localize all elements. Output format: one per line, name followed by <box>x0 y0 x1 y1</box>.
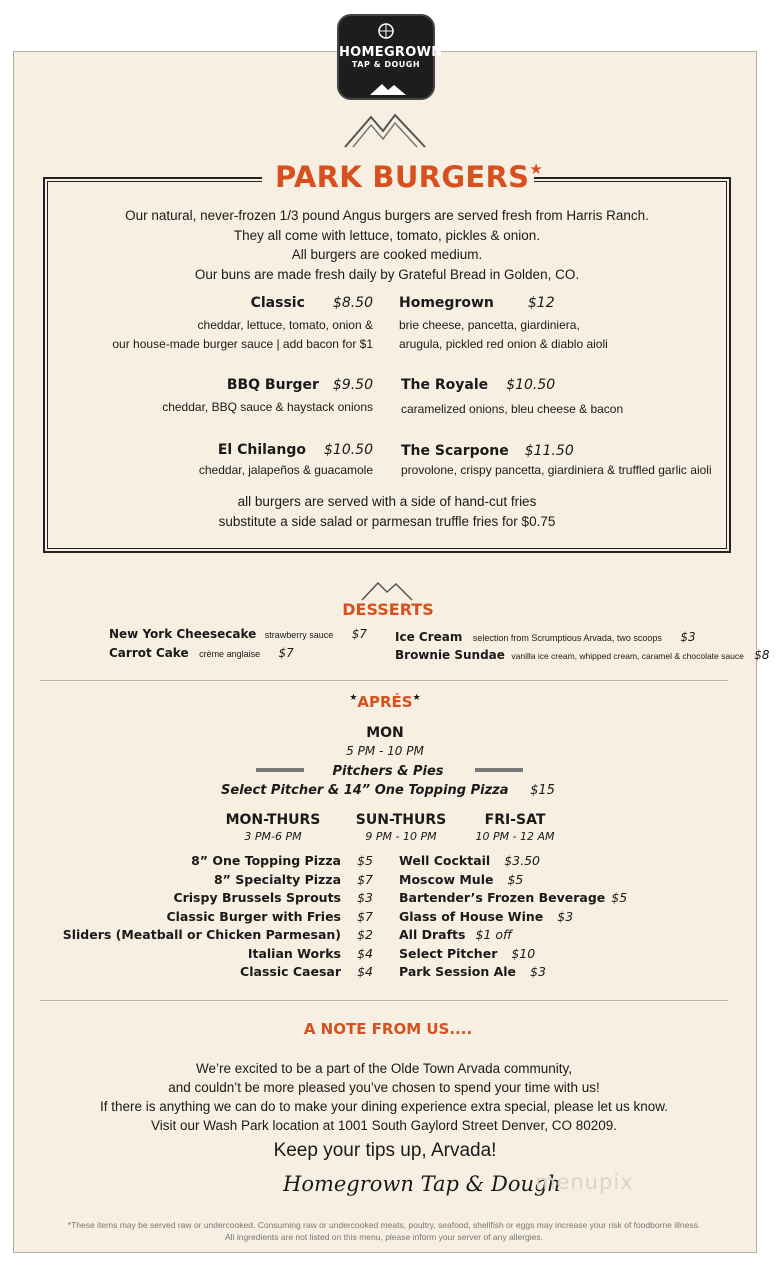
dessert-price: $3 <box>680 630 696 644</box>
logo-line1: HOMEGROWN <box>339 45 443 60</box>
item-desc: cheddar, lettuce, tomato, onion & <box>197 318 373 332</box>
drink-price: $10 <box>511 945 536 961</box>
col-label: FRI-SAT <box>484 812 546 828</box>
intro-line: All burgers are cooked medium. <box>291 247 483 262</box>
drink-item <box>399 963 739 982</box>
homegrown-logo <box>337 14 443 100</box>
drink-name: Bartender’s Frozen Beverage <box>399 890 606 905</box>
disclaimer-line: *These items may be served raw or undercooked. Consuming raw or undercooked meats, poultry, seafood, shellfish or eggs may increase your risk of foodborne illness. <box>67 1220 701 1230</box>
burgers-title <box>275 160 543 194</box>
drink-item <box>399 871 739 890</box>
logo-line2: TAP & DOUGH <box>351 60 421 69</box>
item-name: The Scarpone <box>401 443 509 459</box>
intro-line: They all come with lettuce, tomato, pickles & onion. <box>233 227 541 243</box>
dessert-name: Carrot Cake <box>109 646 189 660</box>
mon-deal-detail <box>0 782 776 798</box>
col-label: SUN-THURS <box>355 812 447 828</box>
dessert-name: Ice Cream <box>395 630 463 644</box>
item-desc: our house-made burger sauce | add bacon for $1 <box>112 337 373 351</box>
note-line: We’re excited to be a part of the Olde Town Arvada community, <box>196 1061 572 1076</box>
drink-item <box>399 926 739 945</box>
mon-label: MON <box>366 725 404 741</box>
item-desc: provolone, crispy pancetta, giardiniera & truffled garlic aioli <box>401 463 712 477</box>
food-price: $4 <box>357 964 373 979</box>
food-name: Classic Caesar <box>240 964 341 979</box>
food-item <box>60 908 373 927</box>
drink-name: Park Session Ale <box>399 964 517 979</box>
dessert-price: $8 <box>754 648 770 662</box>
item-price: $9.50 <box>332 377 373 393</box>
food-name: 8” Specialty Pizza <box>213 871 341 887</box>
drink-price: $3 <box>530 964 546 979</box>
food-name: Italian Works <box>247 945 341 961</box>
drink-item <box>399 852 739 871</box>
food-item <box>60 852 373 871</box>
burger-intro <box>47 206 727 284</box>
food-item <box>60 945 373 964</box>
apres-drink-list <box>399 852 739 982</box>
mon-time: 5 PM - 10 PM <box>346 744 424 758</box>
drink-name: Well Cocktail <box>399 853 491 868</box>
dessert-price: $7 <box>278 646 294 660</box>
item-price: $10.50 <box>506 377 556 393</box>
intro-line: Our natural, never-frozen 1/3 pound Angus burgers are served fresh from Harris Ranch. <box>125 208 649 223</box>
food-item <box>60 871 373 890</box>
mon-deal-title: Pitchers & Pies <box>332 764 444 779</box>
food-price: $5 <box>357 853 373 868</box>
drink-item <box>399 908 739 927</box>
burger-item-scarpone <box>401 441 731 480</box>
note-body <box>0 1059 768 1135</box>
item-desc: cheddar, jalapeños & guacamole <box>198 463 373 477</box>
item-price: $10.50 <box>324 442 373 458</box>
item-price: $12 <box>527 295 555 311</box>
dessert-name: Brownie Sundae <box>395 648 505 662</box>
food-price: $4 <box>357 945 373 961</box>
note-line: Visit our Wash Park location at 1001 South Gaylord Street Denver, CO 80209. <box>150 1118 617 1133</box>
apres-title <box>0 693 770 711</box>
mountain-outline-icon <box>343 111 427 149</box>
drink-price: $3.50 <box>504 853 541 868</box>
food-price: $3 <box>357 890 373 905</box>
watermark: menupix <box>535 1170 634 1194</box>
food-item <box>60 889 373 908</box>
dessert-note: selection from Scrumptious Arvada, two scoops <box>472 633 662 643</box>
mon-deal-text: Select Pitcher & 14” One Topping Pizza <box>221 783 509 798</box>
divider <box>40 680 728 681</box>
col-time: 9 PM - 10 PM <box>365 830 437 843</box>
item-price: $11.50 <box>524 443 574 459</box>
disclaimer <box>0 1219 768 1243</box>
note-tips: Keep your tips up, Arvada! <box>273 1140 497 1161</box>
dessert-brownie-sundae <box>395 646 770 664</box>
drink-name: Glass of House Wine <box>399 908 544 924</box>
note-line: and couldn’t be more pleased you’ve chosen to spend your time with us! <box>168 1080 600 1095</box>
item-desc: arugula, pickled red onion & diablo aioli <box>399 337 608 351</box>
drink-name: Select Pitcher <box>399 945 498 961</box>
signature: Homegrown Tap & Dough <box>283 1172 561 1196</box>
food-name: Sliders (Meatball or Chicken Parmesan) <box>62 927 341 942</box>
drink-price: $1 off <box>475 927 512 942</box>
food-price: $2 <box>357 927 373 942</box>
food-name: 8” One Topping Pizza <box>191 853 341 868</box>
col-time: 3 PM-6 PM <box>244 830 302 843</box>
burger-item-homegrown <box>399 293 729 354</box>
item-desc: cheddar, BBQ sauce & haystack onions <box>162 400 373 414</box>
divider <box>40 1000 728 1001</box>
footer-line: substitute a side salad or parmesan truffle fries for $0.75 <box>218 513 556 529</box>
drink-price: $3 <box>557 908 574 924</box>
note-title: A NOTE FROM US.... <box>303 1020 473 1038</box>
item-price: $8.50 <box>332 295 373 311</box>
star-icon: ★ <box>412 693 421 703</box>
star-icon: ★ <box>349 693 358 703</box>
dessert-carrot-cake <box>109 644 294 662</box>
dessert-note: strawberry sauce <box>264 630 334 640</box>
dessert-price: $7 <box>351 627 367 641</box>
mountain-small-icon <box>360 580 414 602</box>
food-item <box>60 963 373 982</box>
item-name: Homegrown <box>399 295 494 311</box>
food-name: Classic Burger with Fries <box>166 908 341 924</box>
item-desc: brie cheese, pancetta, giardiniera, <box>399 318 580 332</box>
burger-item-royale <box>401 375 731 419</box>
drink-name: Moscow Mule <box>399 871 494 887</box>
burger-item-el-chilango <box>90 440 373 480</box>
food-name: Crispy Brussels Sprouts <box>173 890 341 905</box>
note-line: If there is anything we can do to make your dining experience extra special, please let us know. <box>99 1099 669 1114</box>
mon-deal-price: $15 <box>530 783 555 798</box>
item-name: El Chilango <box>217 442 306 458</box>
footer-line: all burgers are served with a side of hand-cut fries <box>237 494 537 509</box>
burger-footer <box>47 492 727 531</box>
apres-title-text: APRÉS <box>357 693 413 711</box>
burgers-title-text: PARK BURGERS <box>275 160 530 194</box>
drink-item <box>399 945 739 964</box>
mountain-icon <box>368 82 408 96</box>
intro-line: Our buns are made fresh daily by Grateful Bread in Golden, CO. <box>194 266 580 282</box>
food-price: $7 <box>357 871 373 887</box>
dessert-name: New York Cheesecake <box>109 627 257 641</box>
item-name: The Royale <box>401 377 489 393</box>
burger-item-classic <box>90 293 373 354</box>
item-desc: caramelized onions, bleu cheese & bacon <box>401 402 624 416</box>
dessert-ice-cream <box>395 628 696 646</box>
hops-icon <box>366 20 406 40</box>
dessert-cheesecake <box>109 625 367 643</box>
apres-food-list <box>60 852 373 982</box>
col-label: MON-THURS <box>225 812 321 828</box>
dessert-note: crème anglaise <box>199 649 261 659</box>
burger-item-bbq <box>90 375 373 417</box>
food-item <box>60 926 373 945</box>
food-price: $7 <box>357 908 373 924</box>
disclaimer-line: All ingredients are not listed on this menu, please inform your server of any allergies. <box>225 1232 543 1242</box>
dessert-note: vanilla ice cream, whipped cream, caramel & chocolate sauce <box>511 651 744 661</box>
col-time: 10 PM - 12 AM <box>475 830 555 843</box>
desserts-title: DESSERTS <box>342 600 434 619</box>
drink-price: $5 <box>507 871 524 887</box>
drink-item <box>399 889 739 908</box>
item-name: BBQ Burger <box>226 377 319 393</box>
star-icon: ★ <box>529 160 544 178</box>
item-name: Classic <box>250 295 305 311</box>
drink-name: All Drafts <box>399 927 466 942</box>
drink-price: $5 <box>611 890 628 905</box>
